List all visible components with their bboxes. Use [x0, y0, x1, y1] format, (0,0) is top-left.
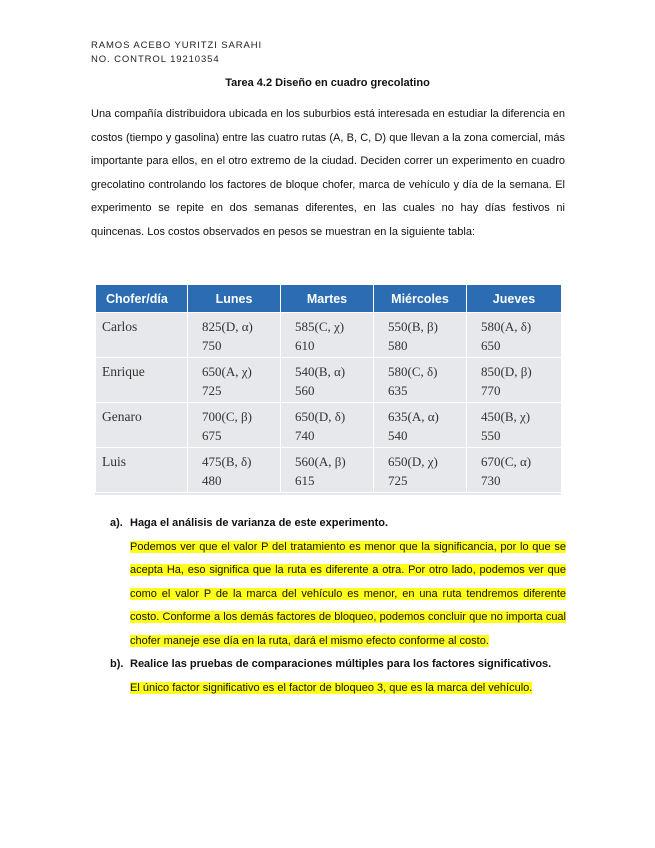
answer-a: [130, 536, 566, 654]
cost-treatment: 850(D, β): [481, 364, 532, 379]
control-number: NO. CONTROL 19210354: [91, 54, 220, 65]
question-marker: a).: [110, 517, 123, 529]
table-header-row: [96, 285, 562, 313]
cost-repeat: 770: [481, 383, 501, 398]
cost-treatment: 580(A, δ): [481, 319, 532, 334]
cost-cell: [281, 403, 374, 448]
cost-cell: [188, 403, 281, 448]
cost-treatment: 650(A, χ): [202, 364, 252, 379]
header-jueves: Jueves: [467, 285, 562, 313]
cost-repeat: 725: [202, 383, 222, 398]
cost-cell: [281, 358, 374, 403]
cost-treatment: 475(B, δ): [202, 454, 252, 469]
cost-treatment: 670(C, α): [481, 454, 532, 469]
cost-cell: [281, 313, 374, 358]
cost-treatment: 700(C, β): [202, 409, 252, 424]
cost-treatment: 650(D, δ): [295, 409, 346, 424]
cost-repeat: 615: [295, 473, 315, 488]
cost-repeat: 650: [481, 338, 501, 353]
table-row: [96, 403, 562, 448]
cost-cell: [467, 448, 562, 493]
cost-repeat: 750: [202, 338, 222, 353]
cost-treatment: 450(B, χ): [481, 409, 531, 424]
question-marker: b).: [110, 658, 124, 670]
cost-repeat: 725: [388, 473, 408, 488]
header-miercoles: Miércoles: [374, 285, 467, 313]
cost-cell: [467, 313, 562, 358]
driver-cell: Luis: [96, 448, 188, 493]
answer-text: Podemos ver que el valor P del tratamiento es menor que la significancia, por lo que se acepta Ha, eso significa que la ruta es diferente a otra. Por otro lado, podemos ver que como el valor P de la marca del vehículo es menor, en una ruta tendremos diferente costo. Conforme a los demás factores de bloqueo, podemos concluir que no importa cual chofer maneje ese día en la ruta, dará el mismo efecto conforme al costo.: [130, 540, 566, 647]
cost-cell: [188, 313, 281, 358]
cost-treatment: 825(D, α): [202, 319, 253, 334]
cost-repeat: 550: [481, 428, 501, 443]
question-list: [110, 512, 570, 700]
student-name: RAMOS ACEBO YURITZI SARAHI: [91, 40, 263, 51]
question-text: Haga el análisis de varianza de este experimento.: [130, 517, 389, 529]
table-row: [96, 448, 562, 493]
data-table-container: [95, 284, 561, 495]
driver-cell: Carlos: [96, 313, 188, 358]
table-row: [96, 358, 562, 403]
header-martes: Martes: [281, 285, 374, 313]
cost-repeat: 730: [481, 473, 501, 488]
cost-cell: [374, 403, 467, 448]
cost-treatment: 560(A, β): [295, 454, 346, 469]
driver-cell: Genaro: [96, 403, 188, 448]
cost-repeat: 560: [295, 383, 315, 398]
header-lunes: Lunes: [188, 285, 281, 313]
cost-cell: [188, 448, 281, 493]
cost-repeat: 675: [202, 428, 222, 443]
cost-repeat: 610: [295, 338, 315, 353]
cost-cell: [374, 448, 467, 493]
cost-treatment: 635(A, α): [388, 409, 439, 424]
answer-b: [130, 677, 566, 701]
document-title: Tarea 4.2 Diseño en cuadro grecolatino: [225, 77, 430, 89]
cost-treatment: 650(D, χ): [388, 454, 438, 469]
question-b: [110, 653, 570, 677]
cost-cell: [467, 358, 562, 403]
question-a: [110, 512, 570, 536]
cost-treatment: 585(C, χ): [295, 319, 345, 334]
answer-text: El único factor significativo es el factor de bloqueo 3, que es la marca del vehículo.: [130, 681, 533, 694]
cost-cell: [188, 358, 281, 403]
cost-repeat: 480: [202, 473, 222, 488]
cost-table: [95, 284, 562, 493]
intro-paragraph: Una compañía distribuidora ubicada en los suburbios está interesada en estudiar la diferencia en costos (tiempo y gasolina) entre las cuatro rutas (A, B, C, D) que llevan a la zona comercial, más importante para ellos, en el otro extremo de la ciudad. Deciden correr un experimento en cuadro grecolatino controlando los factores de bloque chofer, marca de vehículo y día de la semana. El experimento se repite en dos semanas diferentes, en las cuales no hay días festivos ni quincenas. Los costos observados en pesos se muestran en la siguiente tabla:: [91, 108, 565, 238]
cost-cell: [467, 403, 562, 448]
cost-repeat: 580: [388, 338, 408, 353]
cost-treatment: 550(B, β): [388, 319, 438, 334]
table-row: [96, 313, 562, 358]
cost-treatment: 540(B, α): [295, 364, 346, 379]
cost-treatment: 580(C, δ): [388, 364, 438, 379]
driver-cell: Enrique: [96, 358, 188, 403]
question-text: Realice las pruebas de comparaciones múltiples para los factores significativos.: [130, 658, 552, 670]
header-chofer-dia: Chofer/día: [96, 285, 188, 313]
cost-repeat: 540: [388, 428, 408, 443]
cost-cell: [374, 358, 467, 403]
cost-repeat: 635: [388, 383, 408, 398]
cost-cell: [281, 448, 374, 493]
cost-repeat: 740: [295, 428, 315, 443]
cost-cell: [374, 313, 467, 358]
